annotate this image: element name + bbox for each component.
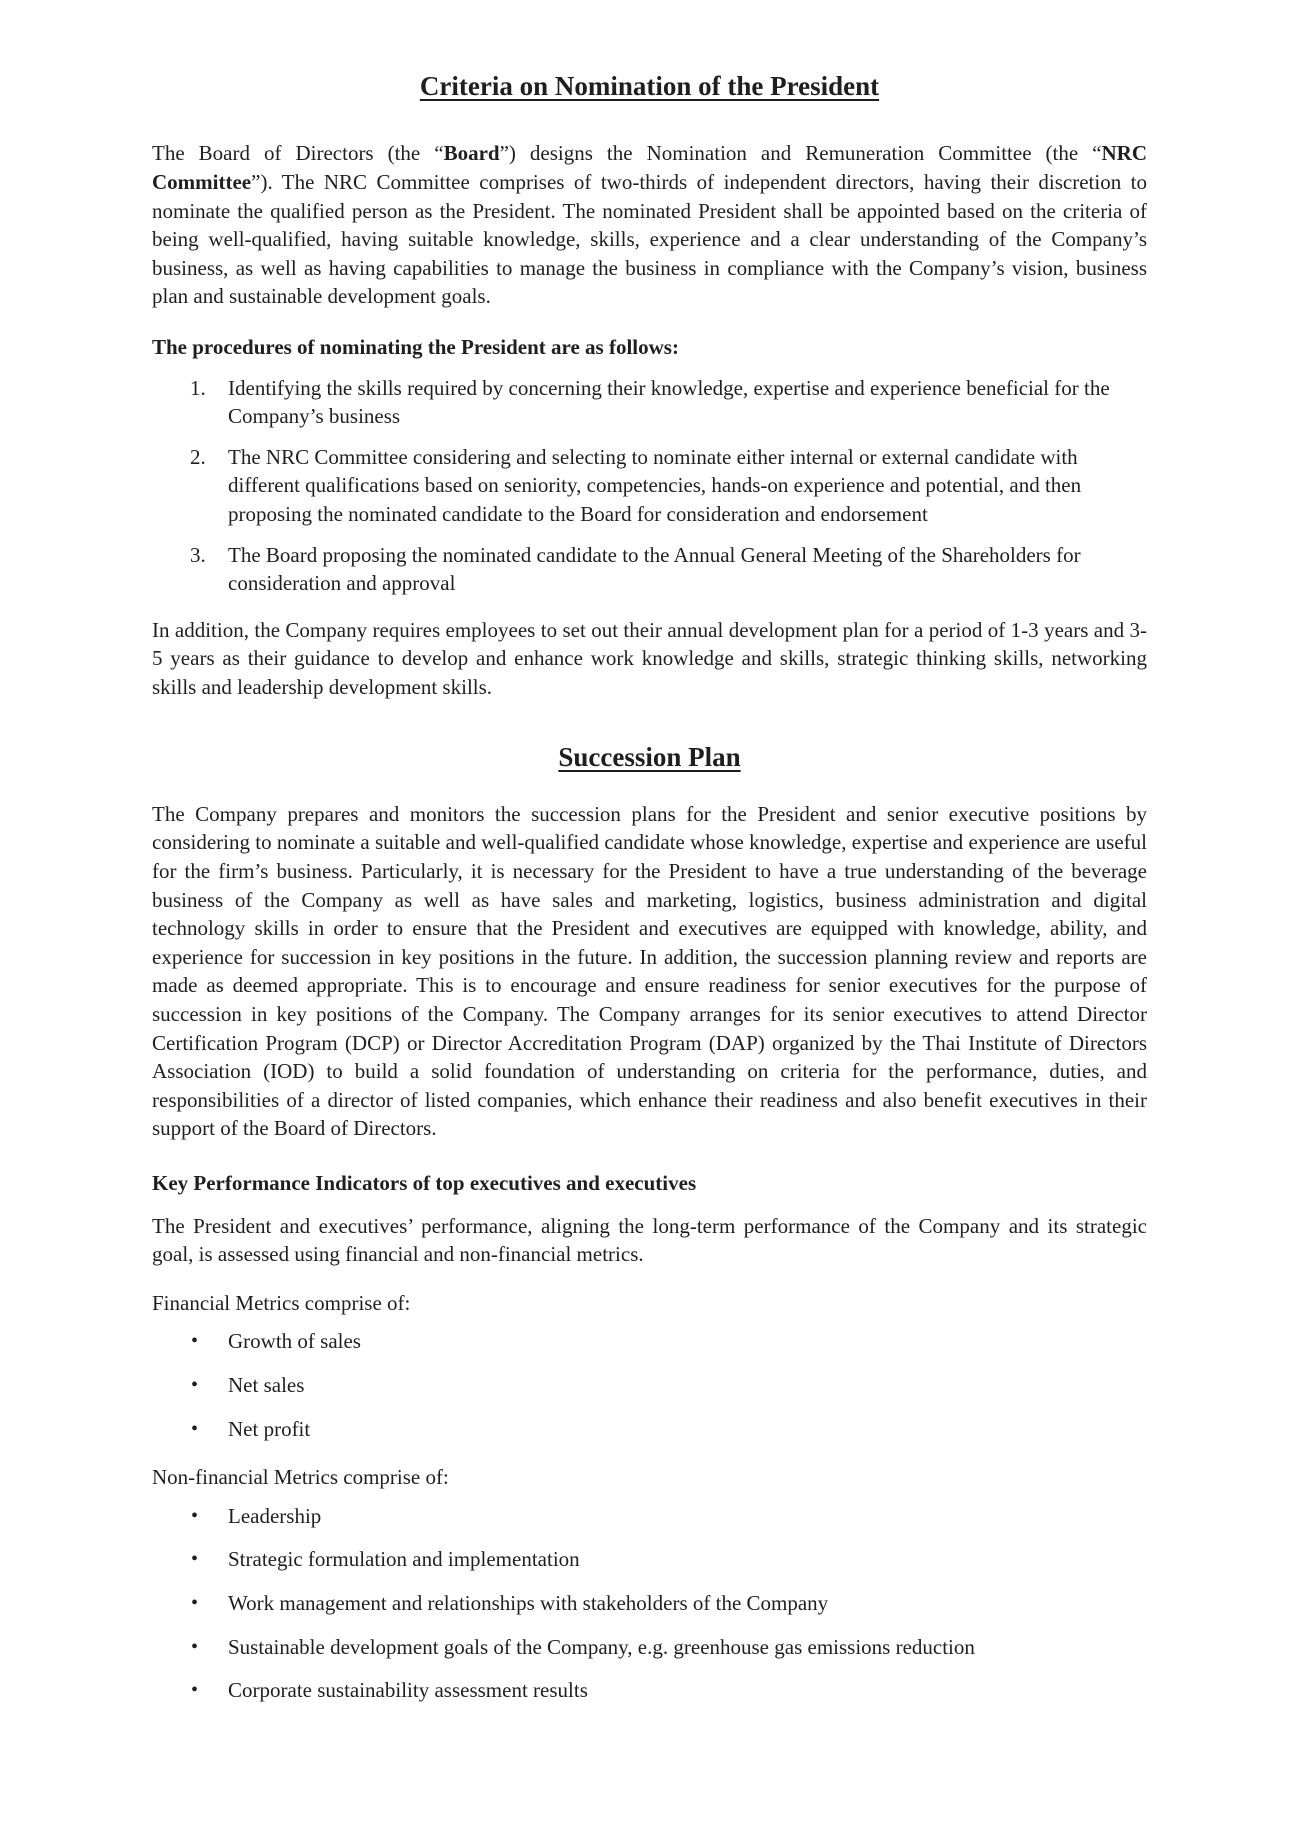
bullet-icon: • — [191, 1373, 199, 1396]
nonfinancial-metrics-list — [152, 1502, 1147, 1705]
intro-nrc-term: NRC Committee — [152, 141, 1147, 194]
intro-text-2: ”) designs the Nomination and Remuneration Committee (the “ — [499, 141, 1102, 166]
kpi-heading: Key Performance Indicators of top executives and executives — [152, 1171, 697, 1195]
procedure-item — [152, 374, 1147, 431]
procedure-number: 1. — [190, 375, 206, 400]
financial-metrics-list — [152, 1327, 1147, 1443]
metric-text: Work management and relationships with stakeholders of the Company — [228, 1590, 829, 1615]
nonfinancial-metric-item — [152, 1545, 1147, 1574]
bullet-icon: • — [191, 1504, 199, 1527]
procedure-item — [152, 443, 1147, 529]
succession-paragraph: The Company prepares and monitors the succession plans for the President and senior executive positions by considering to nominate a suitable and well-qualified candidate whose knowledge, expertise and experience are useful for the firm’s business. Particularly, it is necessary for the President to have a true understanding of the beverage business of the Company as well as have sales and marketing, logistics, business administration and digital technology skills in order to ensure that the President and executives are equipped with knowledge, ability, and experience for succession in key positions in the future. In addition, the succession planning review and reports are made as deemed appropriate. This is to encourage and ensure readiness for senior executives for the purpose of succession in key positions of the Company. The Company arranges for its senior executives to attend Director Certification Program (DCP) or Director Accreditation Program (DAP) organized by the Thai Institute of Directors Association (IOD) to build a solid foundation of understanding on criteria for the performance, duties, and responsibilities of a director of listed companies, which enhance their readiness and also benefit executives in their support of the Board of Directors. — [152, 801, 1147, 1141]
financial-metric-item — [152, 1371, 1147, 1400]
document-page — [152, 70, 1147, 1720]
bullet-icon: • — [191, 1417, 199, 1440]
procedure-text: Identifying the skills required by concerning their knowledge, expertise and experience beneficial for the Company’s business — [228, 375, 1110, 429]
financial-metric-item — [152, 1327, 1147, 1356]
procedure-text: The NRC Committee considering and selecting to nominate either internal or external candidate with different qualifications based on seniority, competencies, hands-on experience and potential, and then proposing the nominated candidate to the Board for consideration and endorsement — [228, 444, 1082, 526]
metric-text: Sustainable development goals of the Company, e.g. greenhouse gas emissions reduction — [228, 1634, 975, 1659]
intro-text-3: ”). The NRC Committee comprises of two-thirds of independent directors, having their discretion to nominate the qualified person as the President. The nominated President shall be appointed based on the criteria of being well-qualified, having suitable knowledge, skills, experience and a clear understanding of the Company’s business, as well as having capabilities to manage the business in compliance with the Company’s vision, business plan and sustainable development goals. — [152, 169, 1147, 309]
kpi-paragraph: The President and executives’ performance, aligning the long-term performance of the Company and its strategic goal, is assessed using financial and non-financial metrics. — [152, 1213, 1147, 1267]
nomination-intro-paragraph — [152, 139, 1147, 311]
intro-board-term: Board — [443, 141, 500, 166]
nonfinancial-metric-item — [152, 1502, 1147, 1531]
metric-text: Corporate sustainability assessment results — [228, 1678, 588, 1703]
financial-metrics-heading: Financial Metrics comprise of: — [152, 1290, 411, 1315]
bullet-icon: • — [191, 1591, 199, 1614]
nomination-title: Criteria on Nomination of the President — [419, 71, 880, 101]
nonfinancial-metric-item — [152, 1676, 1147, 1705]
metric-text: Strategic formulation and implementation — [228, 1547, 580, 1572]
procedures-list — [152, 374, 1147, 598]
intro-text-1: The Board of Directors (the “ — [152, 141, 444, 166]
bullet-icon: • — [191, 1330, 199, 1353]
financial-metric-item — [152, 1415, 1147, 1444]
bullet-icon: • — [191, 1548, 199, 1571]
nonfinancial-metrics-heading: Non-financial Metrics comprise of: — [152, 1465, 449, 1490]
procedures-heading: The procedures of nominating the President are as follows: — [152, 334, 679, 359]
bullet-icon: • — [191, 1679, 199, 1702]
procedure-item — [152, 541, 1147, 598]
nonfinancial-metric-item — [152, 1589, 1147, 1618]
nonfinancial-metric-item — [152, 1633, 1147, 1662]
metric-text: Net sales — [228, 1372, 305, 1397]
bullet-icon: • — [191, 1635, 199, 1658]
procedure-number: 2. — [190, 444, 206, 469]
procedure-number: 3. — [190, 542, 206, 567]
metric-text: Leadership — [228, 1503, 322, 1528]
development-plan-paragraph: In addition, the Company requires employees to set out their annual development plan for a period of 1-3 years and 3-5 years as their guidance to develop and enhance work knowledge and skills, strategic thinking skills, networking skills and leadership development skills. — [152, 617, 1147, 699]
succession-title: Succession Plan — [558, 742, 741, 773]
procedure-text: The Board proposing the nominated candidate to the Annual General Meeting of the Shareholders for consideration and approval — [228, 542, 1081, 596]
metric-text: Growth of sales — [228, 1329, 361, 1354]
metric-text: Net profit — [228, 1416, 311, 1441]
